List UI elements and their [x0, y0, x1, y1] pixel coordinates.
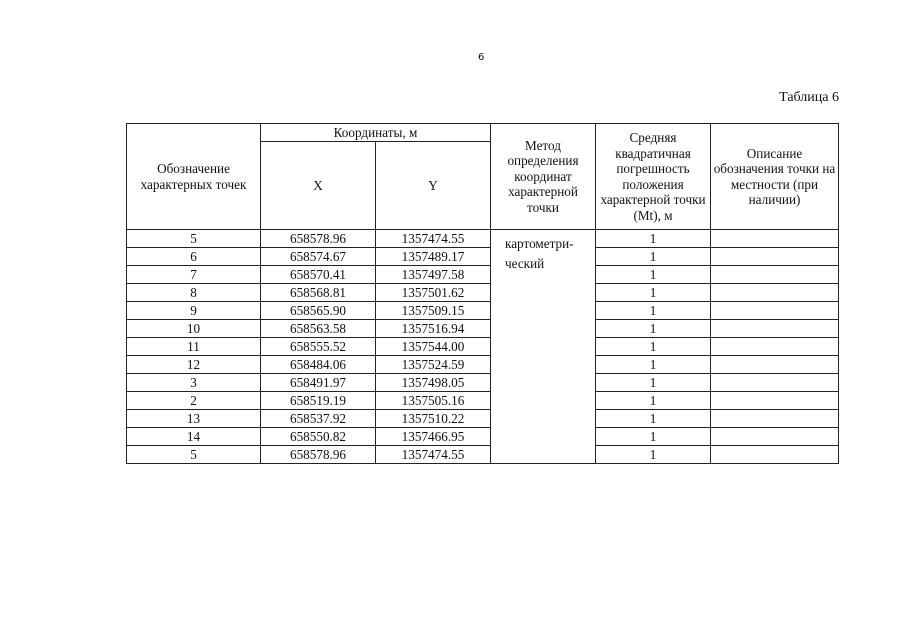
- cell-error: 1: [596, 410, 711, 428]
- cell-y: 1357474.55: [376, 230, 491, 248]
- cell-error: 1: [596, 266, 711, 284]
- cell-x: 658578.96: [261, 446, 376, 464]
- header-coords: Координаты, м: [261, 124, 491, 142]
- cell-x: 658519.19: [261, 392, 376, 410]
- cell-x: 658568.81: [261, 284, 376, 302]
- header-x: X: [261, 142, 376, 230]
- cell-description: [711, 338, 839, 356]
- cell-point: 10: [127, 320, 261, 338]
- cell-description: [711, 248, 839, 266]
- cell-error: 1: [596, 248, 711, 266]
- cell-description: [711, 230, 839, 248]
- cell-point: 13: [127, 410, 261, 428]
- table-row: [127, 284, 839, 302]
- cell-point: 9: [127, 302, 261, 320]
- cell-x: 658491.97: [261, 374, 376, 392]
- cell-error: 1: [596, 230, 711, 248]
- table-caption: Таблица 6: [779, 90, 839, 105]
- table-row: [127, 248, 839, 266]
- table-row: [127, 446, 839, 464]
- cell-y: 1357505.16: [376, 392, 491, 410]
- cell-error: 1: [596, 356, 711, 374]
- header-y: Y: [376, 142, 491, 230]
- table-row: [127, 356, 839, 374]
- table-row: [127, 338, 839, 356]
- cell-error: 1: [596, 320, 711, 338]
- cell-description: [711, 374, 839, 392]
- cell-point: 8: [127, 284, 261, 302]
- cell-x: 658570.41: [261, 266, 376, 284]
- cell-description: [711, 428, 839, 446]
- cell-x: 658484.06: [261, 356, 376, 374]
- cell-description: [711, 410, 839, 428]
- cell-error: 1: [596, 302, 711, 320]
- cell-point: 3: [127, 374, 261, 392]
- cell-error: 1: [596, 338, 711, 356]
- coordinates-table: [126, 123, 839, 464]
- header-method: Метод определения координат характерной точки: [491, 124, 596, 230]
- table-row: [127, 410, 839, 428]
- header-description: Описание обозначения точки на местности (при наличии): [711, 124, 839, 230]
- cell-point: 5: [127, 446, 261, 464]
- header-point: Обозначение характерных точек: [127, 124, 261, 230]
- cell-point: 7: [127, 266, 261, 284]
- cell-point: 2: [127, 392, 261, 410]
- cell-x: 658555.52: [261, 338, 376, 356]
- cell-x: 658578.96: [261, 230, 376, 248]
- table-row: [127, 374, 839, 392]
- cell-point: 14: [127, 428, 261, 446]
- cell-point: 11: [127, 338, 261, 356]
- table-row: [127, 230, 839, 248]
- cell-method: картометри-ческий: [491, 230, 596, 464]
- cell-x: 658550.82: [261, 428, 376, 446]
- cell-point: 5: [127, 230, 261, 248]
- cell-error: 1: [596, 284, 711, 302]
- cell-description: [711, 302, 839, 320]
- page-number: 6: [478, 52, 485, 63]
- cell-y: 1357509.15: [376, 302, 491, 320]
- cell-description: [711, 266, 839, 284]
- cell-error: 1: [596, 374, 711, 392]
- cell-y: 1357466.95: [376, 428, 491, 446]
- cell-point: 12: [127, 356, 261, 374]
- cell-y: 1357510.22: [376, 410, 491, 428]
- cell-description: [711, 284, 839, 302]
- table-row: [127, 266, 839, 284]
- cell-y: 1357498.05: [376, 374, 491, 392]
- cell-y: 1357501.62: [376, 284, 491, 302]
- cell-error: 1: [596, 392, 711, 410]
- table-row: [127, 428, 839, 446]
- cell-y: 1357489.17: [376, 248, 491, 266]
- cell-error: 1: [596, 428, 711, 446]
- cell-y: 1357516.94: [376, 320, 491, 338]
- cell-x: 658563.58: [261, 320, 376, 338]
- cell-point: 6: [127, 248, 261, 266]
- cell-description: [711, 392, 839, 410]
- cell-description: [711, 356, 839, 374]
- table-row: [127, 320, 839, 338]
- header-error: Средняя квадратичная погрешность положения характерной точки (Mt), м: [596, 124, 711, 230]
- table-row: [127, 392, 839, 410]
- cell-y: 1357524.59: [376, 356, 491, 374]
- cell-y: 1357474.55: [376, 446, 491, 464]
- cell-y: 1357497.58: [376, 266, 491, 284]
- cell-error: 1: [596, 446, 711, 464]
- cell-description: [711, 446, 839, 464]
- cell-x: 658574.67: [261, 248, 376, 266]
- cell-x: 658537.92: [261, 410, 376, 428]
- cell-description: [711, 320, 839, 338]
- cell-x: 658565.90: [261, 302, 376, 320]
- table-row: [127, 302, 839, 320]
- cell-y: 1357544.00: [376, 338, 491, 356]
